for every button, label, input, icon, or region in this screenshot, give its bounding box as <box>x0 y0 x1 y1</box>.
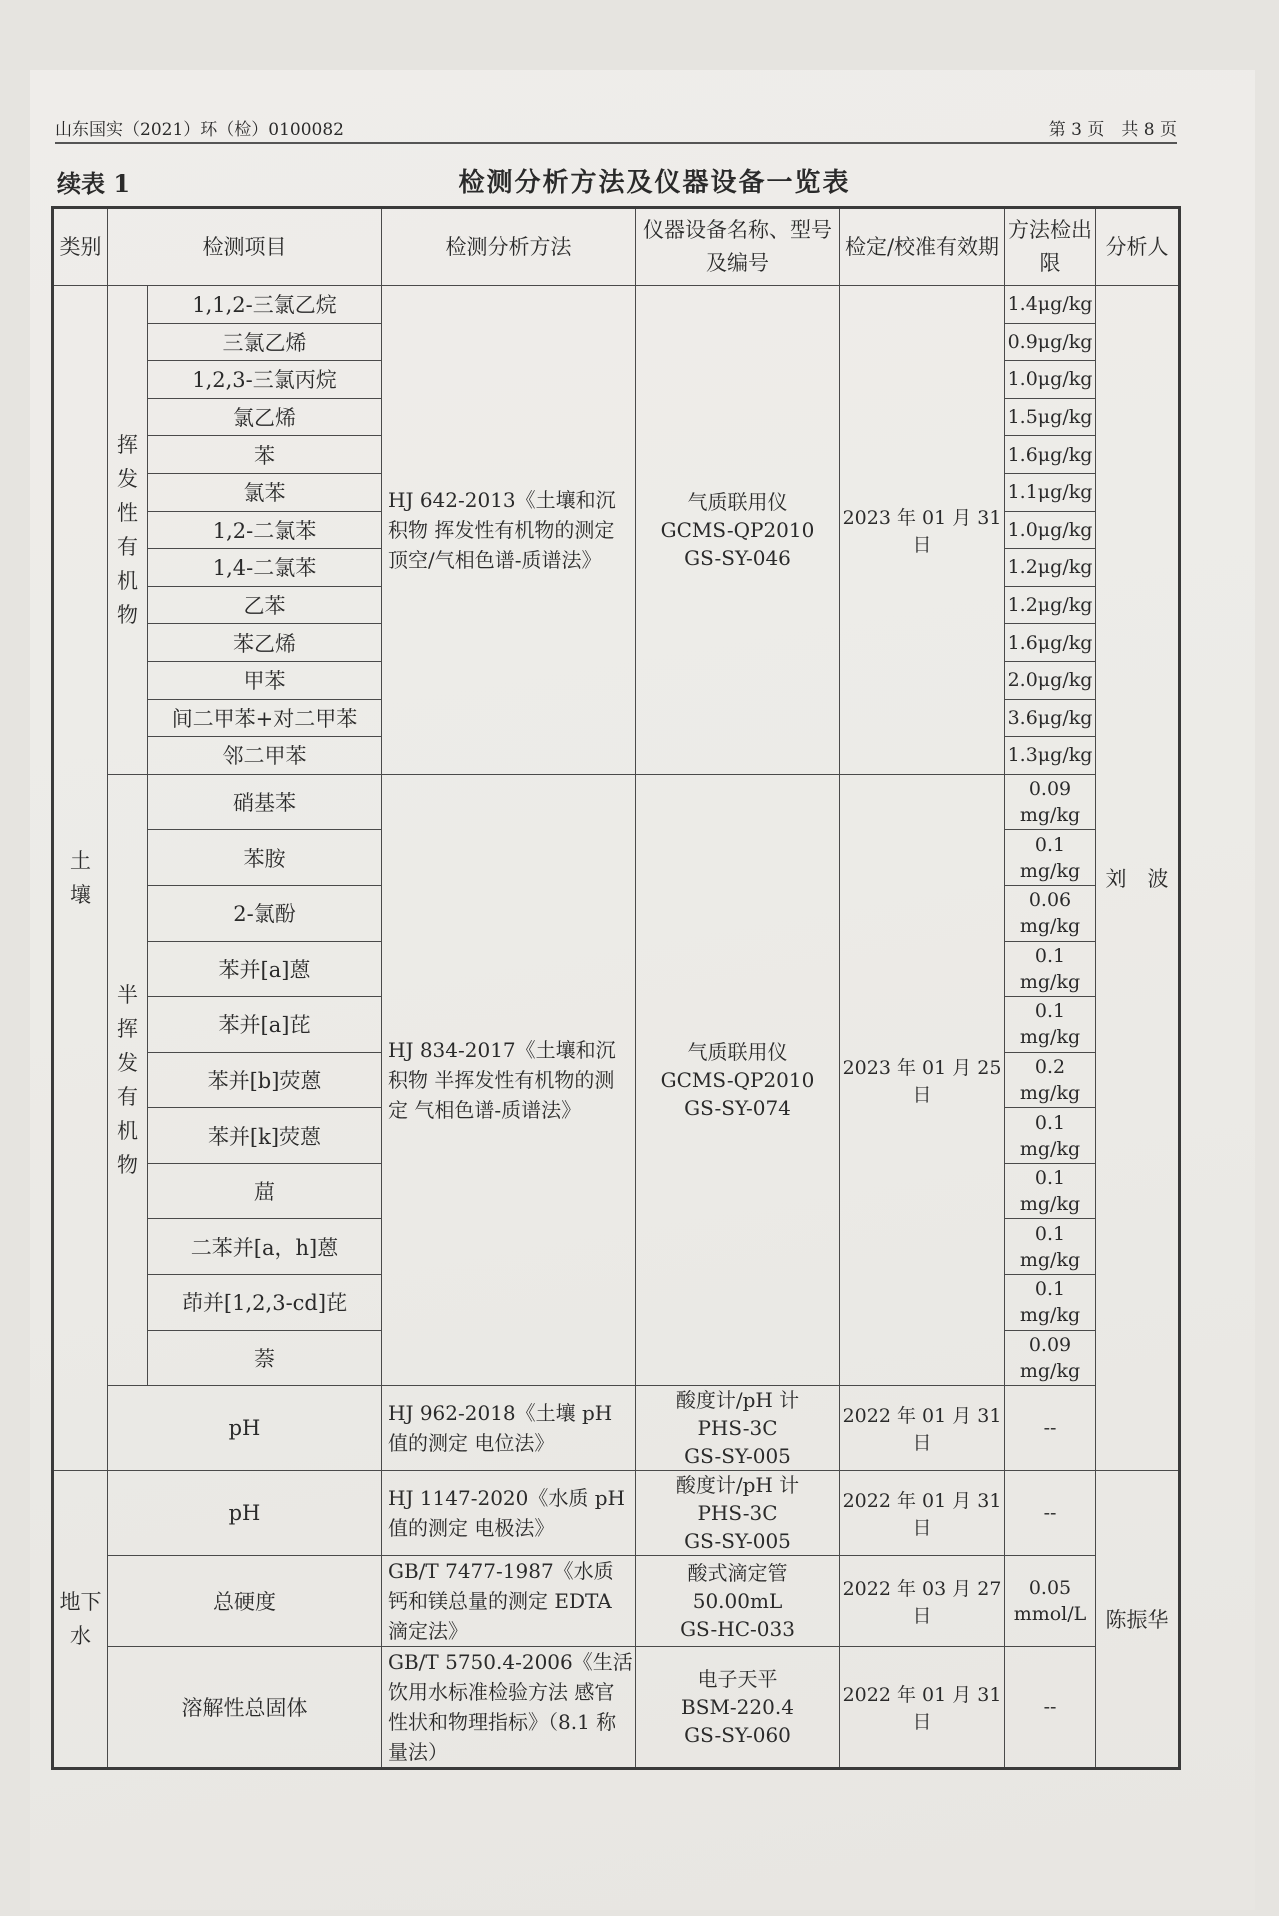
detection-limit: 0.09 mg/kg <box>1005 774 1096 830</box>
report-number: 山东国实（2021）环（检）0100082 <box>55 120 344 140</box>
continuation-label: 续表 1 <box>57 169 131 198</box>
detection-limit: 0.2 mg/kg <box>1005 1052 1096 1108</box>
item-name: 1,2,3-三氯丙烷 <box>148 361 382 399</box>
col-method: 检测分析方法 <box>382 208 636 286</box>
subcategory-voc: 挥 发 性 有 机 物 <box>108 286 148 775</box>
item-name: 总硬度 <box>108 1556 382 1647</box>
item-name: 间二甲苯+对二甲苯 <box>148 699 382 737</box>
item-name: 邻二甲苯 <box>148 737 382 775</box>
col-instrument: 仪器设备名称、型号及编号 <box>636 208 840 286</box>
table-row <box>53 1556 1180 1647</box>
validity-ph-soil: 2022 年 01 月 31 日 <box>840 1386 1005 1471</box>
col-validity: 检定/校准有效期 <box>840 208 1005 286</box>
validity-groundwater: 2022 年 01 月 31 日 <box>840 1471 1005 1556</box>
item-name: 乙苯 <box>148 586 382 624</box>
validity-svoc: 2023 年 01 月 25 日 <box>840 774 1005 1386</box>
item-name: 苯 <box>148 436 382 474</box>
report-header <box>55 120 1177 144</box>
item-name: 1,1,2-三氯乙烷 <box>148 286 382 324</box>
detection-limit: 1.2μg/kg <box>1005 549 1096 587</box>
item-name: 茚并[1,2,3-cd]芘 <box>148 1275 382 1331</box>
item-name: 苯乙烯 <box>148 624 382 662</box>
detection-limit: 0.06 mg/kg <box>1005 885 1096 941</box>
item-name: 甲苯 <box>148 661 382 699</box>
detection-limit: 0.1 mg/kg <box>1005 941 1096 997</box>
item-name: 溶解性总固体 <box>108 1647 382 1769</box>
item-name: 硝基苯 <box>148 774 382 830</box>
detection-limit: 0.1 mg/kg <box>1005 997 1096 1053</box>
table-row <box>53 286 1180 324</box>
instrument-ph-soil: 酸度计/pH 计 PHS-3C GS-SY-005 <box>636 1386 840 1471</box>
table-header-row <box>53 208 1180 286</box>
table-row <box>53 774 1180 830</box>
detection-limit: 0.05 mmol/L <box>1005 1556 1096 1647</box>
item-name: 1,2-二氯苯 <box>148 511 382 549</box>
category-soil: 土 壤 <box>53 286 108 1471</box>
detection-limit: 0.1 mg/kg <box>1005 1163 1096 1219</box>
method-svoc: HJ 834-2017《土壤和沉积物 半挥发性有机物的测定 气相色谱-质谱法》 <box>382 774 636 1386</box>
analyst-groundwater: 陈振华 <box>1096 1471 1180 1769</box>
detection-limit: 0.09 mg/kg <box>1005 1330 1096 1386</box>
instrument-svoc: 气质联用仪 GCMS-QP2010 GS-SY-074 <box>636 774 840 1386</box>
detection-limit: 1.3μg/kg <box>1005 737 1096 775</box>
detection-limit: 1.0μg/kg <box>1005 361 1096 399</box>
method-groundwater: HJ 1147-2020《水质 pH 值的测定 电极法》 <box>382 1471 636 1556</box>
validity-groundwater: 2022 年 01 月 31 日 <box>840 1647 1005 1769</box>
page-indicator: 第 3 页 共 8 页 <box>1048 120 1177 140</box>
category-groundwater: 地下 水 <box>53 1471 108 1769</box>
item-name: 氯乙烯 <box>148 398 382 436</box>
item-name: 苯并[b]荧蒽 <box>148 1052 382 1108</box>
table-title: 检测分析方法及仪器设备一览表 <box>458 168 851 198</box>
detection-limit: 2.0μg/kg <box>1005 661 1096 699</box>
method-ph-soil: HJ 962-2018《土壤 pH 值的测定 电位法》 <box>382 1386 636 1471</box>
detection-limit: 0.1 mg/kg <box>1005 1219 1096 1275</box>
detection-limit: 0.1 mg/kg <box>1005 1108 1096 1164</box>
col-category: 类别 <box>53 208 108 286</box>
table-row <box>53 1647 1180 1769</box>
item-name: 苯胺 <box>148 830 382 886</box>
subcategory-svoc: 半 挥 发 有 机 物 <box>108 774 148 1386</box>
method-groundwater: GB/T 5750.4-2006《生活饮用水标准检验方法 感官性状和物理指标》（8.1 称量法） <box>382 1647 636 1769</box>
item-name: 三氯乙烯 <box>148 323 382 361</box>
method-groundwater: GB/T 7477-1987《水质 钙和镁总量的测定 EDTA 滴定法》 <box>382 1556 636 1647</box>
item-name: 苯并[a]芘 <box>148 997 382 1053</box>
detection-limit: -- <box>1005 1386 1096 1471</box>
detection-limit: 1.4μg/kg <box>1005 286 1096 324</box>
item-name: 苯并[k]荧蒽 <box>148 1108 382 1164</box>
detection-limit: 0.1 mg/kg <box>1005 1275 1096 1331</box>
detection-limit: 0.1 mg/kg <box>1005 830 1096 886</box>
methods-table <box>51 206 1181 1770</box>
validity-groundwater: 2022 年 03 月 27 日 <box>840 1556 1005 1647</box>
instrument-groundwater: 酸度计/pH 计 PHS-3C GS-SY-005 <box>636 1471 840 1556</box>
instrument-voc: 气质联用仪 GCMS-QP2010 GS-SY-046 <box>636 286 840 775</box>
col-limit: 方法检出限 <box>1005 208 1096 286</box>
col-item: 检测项目 <box>108 208 382 286</box>
table-row <box>53 1471 1180 1556</box>
detection-limit: 0.9μg/kg <box>1005 323 1096 361</box>
detection-limit: 1.1μg/kg <box>1005 473 1096 511</box>
item-name: 1,4-二氯苯 <box>148 549 382 587</box>
item-name: 苯并[a]蒽 <box>148 941 382 997</box>
detection-limit: -- <box>1005 1647 1096 1769</box>
instrument-groundwater: 酸式滴定管 50.00mL GS-HC-033 <box>636 1556 840 1647</box>
instrument-groundwater: 电子天平 BSM-220.4 GS-SY-060 <box>636 1647 840 1769</box>
detection-limit: 1.6μg/kg <box>1005 624 1096 662</box>
item-name: 氯苯 <box>148 473 382 511</box>
item-name: 二苯并[a，h]蒽 <box>148 1219 382 1275</box>
detection-limit: 1.6μg/kg <box>1005 436 1096 474</box>
item-name: 䓛 <box>148 1163 382 1219</box>
detection-limit: -- <box>1005 1471 1096 1556</box>
table-row <box>53 1386 1180 1471</box>
detection-limit: 1.2μg/kg <box>1005 586 1096 624</box>
item-name: pH <box>108 1471 382 1556</box>
validity-voc: 2023 年 01 月 31 日 <box>840 286 1005 775</box>
detection-limit: 3.6μg/kg <box>1005 699 1096 737</box>
detection-limit: 1.0μg/kg <box>1005 511 1096 549</box>
item-name: 2-氯酚 <box>148 885 382 941</box>
item-name: 萘 <box>148 1330 382 1386</box>
detection-limit: 1.5μg/kg <box>1005 398 1096 436</box>
analyst-soil: 刘 波 <box>1096 286 1180 1471</box>
item-name: pH <box>108 1386 382 1471</box>
col-analyst: 分析人 <box>1096 208 1180 286</box>
method-voc: HJ 642-2013《土壤和沉积物 挥发性有机物的测定 顶空/气相色谱-质谱法》 <box>382 286 636 775</box>
